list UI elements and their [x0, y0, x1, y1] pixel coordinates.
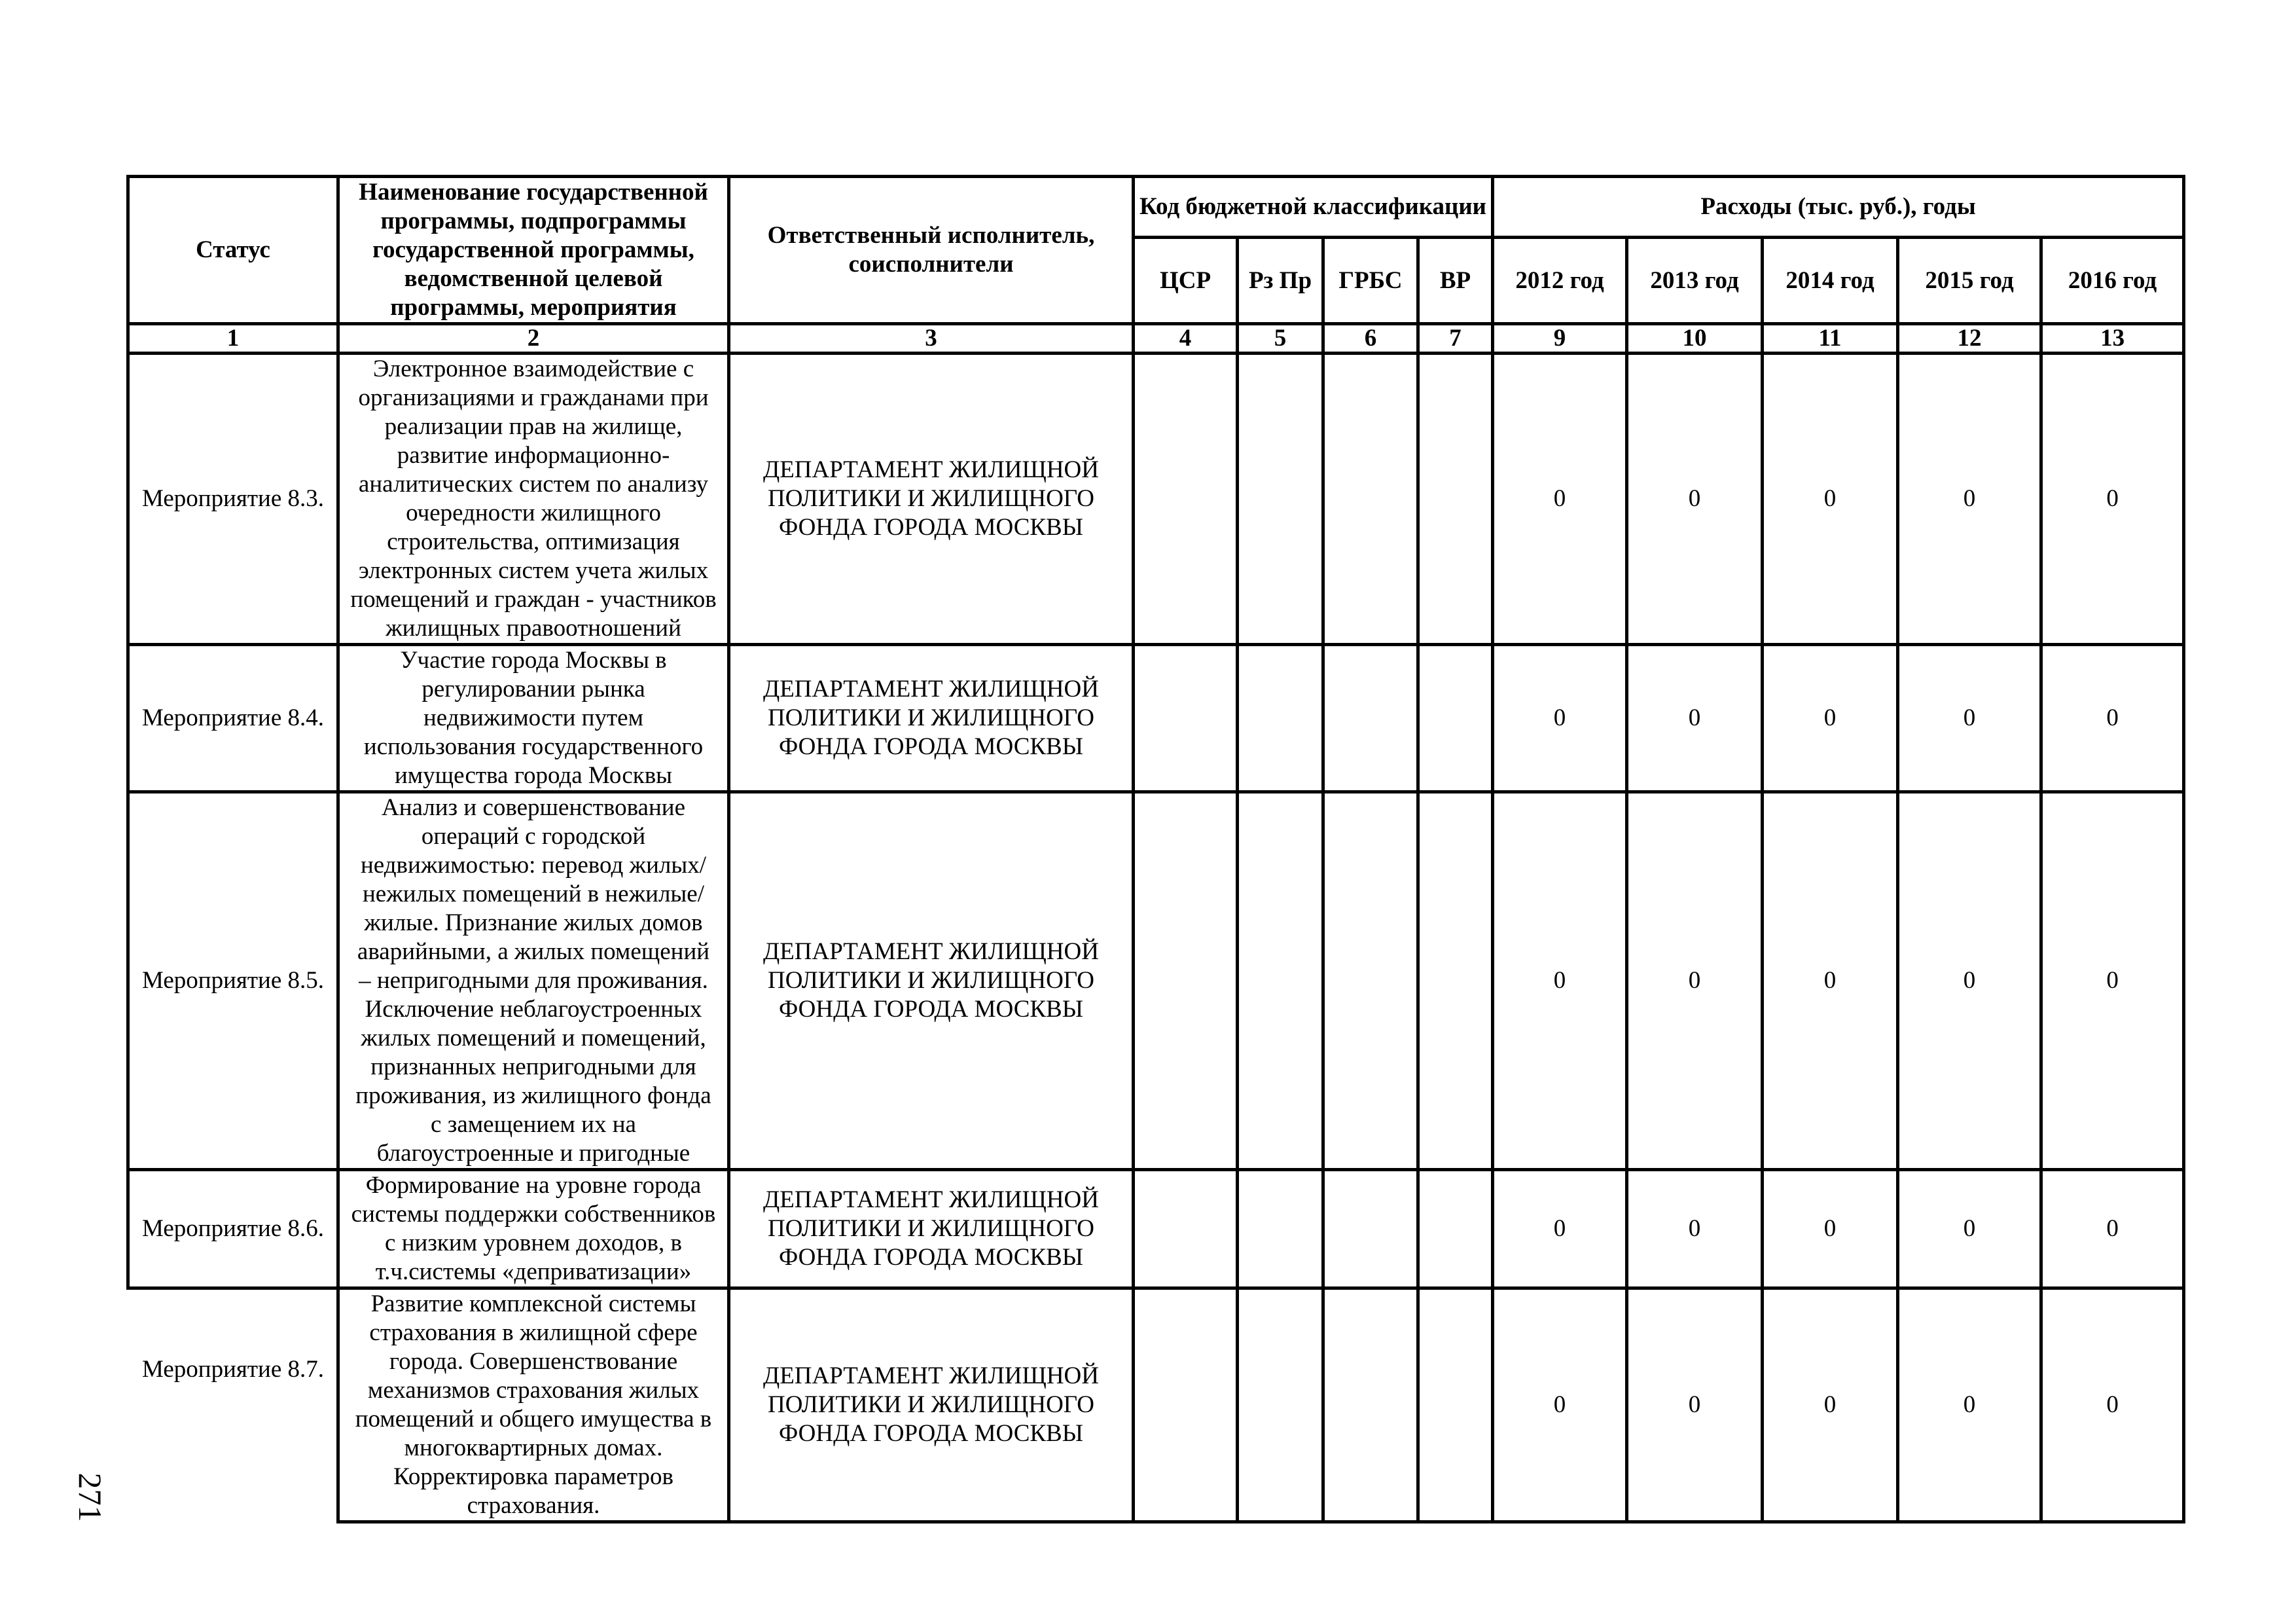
header-year-2015: 2015 год — [1898, 238, 2041, 324]
table-row — [128, 645, 2184, 792]
row-value-2012: 0 — [1493, 354, 1627, 645]
row-name: Участие города Москвы в регулировании рынка недвижимости путем использования государственного имущества города Москвы — [338, 645, 729, 792]
row-value-2013: 0 — [1627, 354, 1763, 645]
row-rzpr — [1238, 354, 1323, 645]
row-value-2015: 0 — [1898, 1288, 2041, 1522]
column-number: 3 — [729, 324, 1134, 354]
row-rzpr — [1238, 1170, 1323, 1288]
row-name: Формирование на уровне города системы поддержки собственников с низким уровнем доходов, в т.ч.системы «деприватизации» — [338, 1170, 729, 1288]
row-rzpr — [1238, 645, 1323, 792]
row-value-2014: 0 — [1763, 1288, 1898, 1522]
column-number: 5 — [1238, 324, 1323, 354]
row-executor: ДЕПАРТАМЕНТ ЖИЛИЩНОЙ ПОЛИТИКИ И ЖИЛИЩНОГО ФОНДА ГОРОДА МОСКВЫ — [729, 645, 1134, 792]
row-status: Мероприятие 8.6. — [128, 1170, 338, 1288]
row-name: Развитие комплексной системы страхования в жилищной сфере города. Совершенствование механизмов страхования жилых помещений и общего имущества в многоквартирных домах. Корректировка параметров страхования. — [338, 1288, 729, 1522]
row-vr — [1418, 645, 1493, 792]
row-vr — [1418, 1288, 1493, 1522]
header-vr: ВР — [1418, 238, 1493, 324]
header-status: Статус — [128, 177, 338, 324]
header-year-2014: 2014 год — [1763, 238, 1898, 324]
row-status: Мероприятие 8.3. — [128, 354, 338, 645]
row-value-2013: 0 — [1627, 1288, 1763, 1522]
column-number: 11 — [1763, 324, 1898, 354]
row-csr — [1134, 792, 1238, 1170]
header-name: Наименование государственной программы, подпрограммы государственной программы, ведомственной целевой программы, мероприятия — [338, 177, 729, 324]
row-value-2014: 0 — [1763, 792, 1898, 1170]
row-vr — [1418, 354, 1493, 645]
header-rzpr: Рз Пр — [1238, 238, 1323, 324]
row-rzpr — [1238, 792, 1323, 1170]
row-value-2013: 0 — [1627, 645, 1763, 792]
row-value-2012: 0 — [1493, 792, 1627, 1170]
row-value-2012: 0 — [1493, 1288, 1627, 1522]
row-status: Мероприятие 8.5. — [128, 792, 338, 1170]
row-value-2016: 0 — [2041, 792, 2184, 1170]
row-status: Мероприятие 8.4. — [128, 645, 338, 792]
row-value-2016: 0 — [2041, 1170, 2184, 1288]
column-number: 10 — [1627, 324, 1763, 354]
row-executor: ДЕПАРТАМЕНТ ЖИЛИЩНОЙ ПОЛИТИКИ И ЖИЛИЩНОГО ФОНДА ГОРОДА МОСКВЫ — [729, 354, 1134, 645]
row-name: Анализ и совершенствование операций с городской недвижимостью: перевод жилых/нежилых помещений в нежилые/жилые. Признание жилых домов аварийными, а жилых помещений – непригодными для проживания. Исключение неблагоустроенных жилых помещений и помещений, признанных непригодными для проживания, из жилищного фонда с замещением их на благоустроенные и пригодные — [338, 792, 729, 1170]
header-expenses: Расходы (тыс. руб.), годы — [1493, 177, 2184, 238]
header-executor: Ответственный исполнитель, соисполнители — [729, 177, 1134, 324]
row-value-2015: 0 — [1898, 645, 2041, 792]
row-grbs — [1323, 354, 1418, 645]
budget-table — [126, 175, 2185, 1523]
table-row — [128, 792, 2184, 1170]
header-budget-code: Код бюджетной классификации — [1134, 177, 1493, 238]
column-number: 9 — [1493, 324, 1627, 354]
row-value-2014: 0 — [1763, 645, 1898, 792]
header-year-2013: 2013 год — [1627, 238, 1763, 324]
header-csr: ЦСР — [1134, 238, 1238, 324]
column-number: 13 — [2041, 324, 2184, 354]
row-value-2016: 0 — [2041, 354, 2184, 645]
row-value-2015: 0 — [1898, 792, 2041, 1170]
header-year-2012: 2012 год — [1493, 238, 1627, 324]
row-rzpr — [1238, 1288, 1323, 1522]
page-number: 271 — [72, 1472, 109, 1522]
table-row — [128, 1170, 2184, 1288]
column-number: 4 — [1134, 324, 1238, 354]
row-value-2012: 0 — [1493, 645, 1627, 792]
column-number: 12 — [1898, 324, 2041, 354]
header-grbs: ГРБС — [1323, 238, 1418, 324]
table-row — [128, 354, 2184, 645]
row-executor: ДЕПАРТАМЕНТ ЖИЛИЩНОЙ ПОЛИТИКИ И ЖИЛИЩНОГО ФОНДА ГОРОДА МОСКВЫ — [729, 792, 1134, 1170]
row-value-2013: 0 — [1627, 1170, 1763, 1288]
column-number: 2 — [338, 324, 729, 354]
column-number: 6 — [1323, 324, 1418, 354]
row-value-2015: 0 — [1898, 354, 2041, 645]
row-grbs — [1323, 1288, 1418, 1522]
row-value-2014: 0 — [1763, 1170, 1898, 1288]
row-name: Электронное взаимодействие с организациями и гражданами при реализации прав на жилище, развитие информационно-аналитических систем по анализу очередности жилищного строительства, оптимизация электронных систем учета жилых помещений и граждан - участников жилищных правоотношений — [338, 354, 729, 645]
row-csr — [1134, 1170, 1238, 1288]
row-executor: ДЕПАРТАМЕНТ ЖИЛИЩНОЙ ПОЛИТИКИ И ЖИЛИЩНОГО ФОНДА ГОРОДА МОСКВЫ — [729, 1170, 1134, 1288]
row-csr — [1134, 354, 1238, 645]
row-status: Мероприятие 8.7. — [128, 1288, 338, 1522]
header-year-2016: 2016 год — [2041, 238, 2184, 324]
row-grbs — [1323, 1170, 1418, 1288]
row-executor: ДЕПАРТАМЕНТ ЖИЛИЩНОЙ ПОЛИТИКИ И ЖИЛИЩНОГО ФОНДА ГОРОДА МОСКВЫ — [729, 1288, 1134, 1522]
row-value-2016: 0 — [2041, 645, 2184, 792]
row-value-2016: 0 — [2041, 1288, 2184, 1522]
row-csr — [1134, 1288, 1238, 1522]
row-vr — [1418, 792, 1493, 1170]
column-number: 7 — [1418, 324, 1493, 354]
row-value-2013: 0 — [1627, 792, 1763, 1170]
row-grbs — [1323, 645, 1418, 792]
table-row — [128, 1288, 2184, 1522]
row-csr — [1134, 645, 1238, 792]
row-grbs — [1323, 792, 1418, 1170]
row-value-2014: 0 — [1763, 354, 1898, 645]
column-number: 1 — [128, 324, 338, 354]
row-value-2015: 0 — [1898, 1170, 2041, 1288]
row-value-2012: 0 — [1493, 1170, 1627, 1288]
row-vr — [1418, 1170, 1493, 1288]
